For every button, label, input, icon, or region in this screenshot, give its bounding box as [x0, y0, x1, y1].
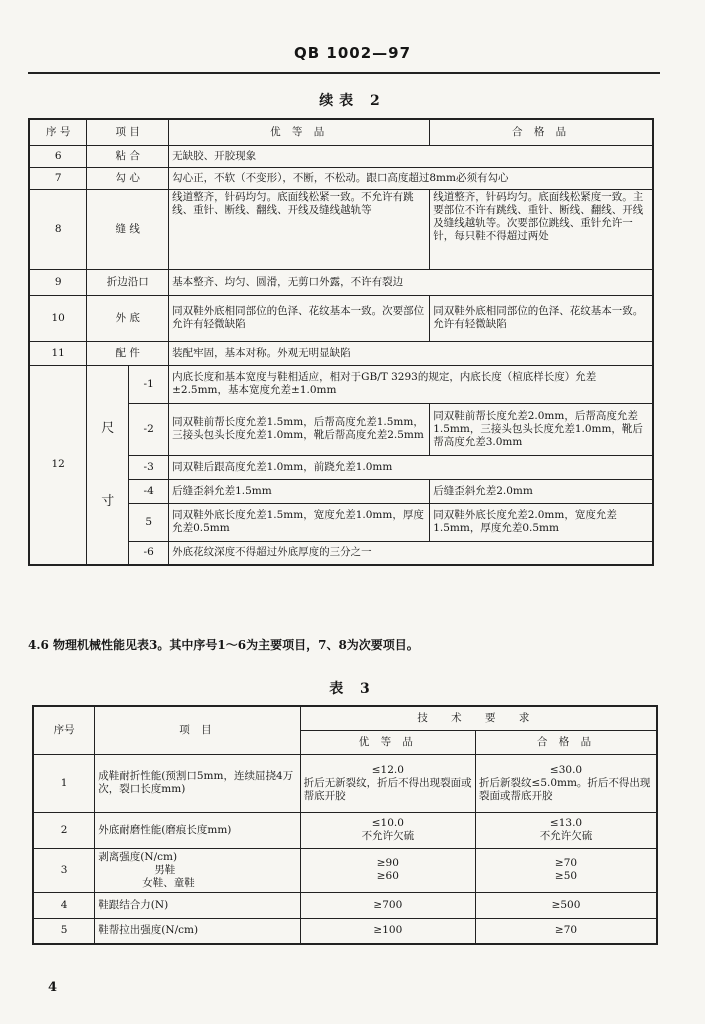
- row-seq: 5: [33, 918, 95, 944]
- sub-qualified: 同双鞋前帮长度允差2.0mm，后帮高度允差1.5mm，三接头包头长度允差1.0mm，靴后帮高度允差3.0mm: [430, 403, 653, 455]
- row-superior: [300, 812, 475, 848]
- row-superior: [300, 754, 475, 812]
- sub-superior: 同双鞋前帮长度允差1.5mm，后帮高度允差1.5mm，三接头包头长度允差1.0mm，靴后帮高度允差2.5mm: [169, 403, 430, 455]
- header-seq: 序 号: [29, 119, 87, 145]
- row-qualified: [476, 848, 657, 892]
- sub-requirement: 内底长度和基本宽度与鞋相适应，相对于GB/T 3293的规定，内底长度（楦底样长度）允差±2.5mm，基本宽度允差±1.0mm: [169, 365, 653, 403]
- table3: [32, 705, 658, 945]
- table2-header-row: [29, 119, 653, 145]
- superior-female: ≥60: [376, 870, 399, 882]
- table-row: [33, 754, 657, 812]
- header-qualified: 合 格 品: [430, 119, 653, 145]
- row-seq: 6: [29, 145, 87, 167]
- row-requirement: 装配牢固，基本对称。外观无明显缺陷: [169, 341, 653, 365]
- header-item: 项 目: [95, 706, 300, 754]
- row-qualified: [476, 812, 657, 848]
- item-male: 男鞋: [154, 863, 176, 876]
- table-row: [29, 145, 653, 167]
- section-paragraph: 4.6 物理机械性能见表3。其中序号1～6为主要项目，7、8为次要项目。: [28, 638, 419, 652]
- table-row: [33, 918, 657, 944]
- sub-no: -2: [129, 403, 169, 455]
- row-superior: 同双鞋外底相同部位的色泽、花纹基本一致。次要部位允许有轻微缺陷: [169, 295, 430, 341]
- row-superior: ≥100: [300, 918, 475, 944]
- row-item: 外 底: [87, 295, 169, 341]
- table-row: [29, 269, 653, 295]
- table-row: [33, 848, 657, 892]
- superior-value: ≤10.0: [371, 817, 404, 829]
- header-seq: 序号: [33, 706, 95, 754]
- table-row: [33, 812, 657, 848]
- row-superior: [300, 848, 475, 892]
- row-item: [95, 848, 300, 892]
- standard-code: QB 1002—97: [293, 44, 412, 62]
- sub-no: -3: [129, 455, 169, 479]
- row-seq: 4: [33, 892, 95, 918]
- row-seq: 12: [29, 365, 87, 565]
- sub-superior: 后缝歪斜允差1.5mm: [169, 479, 430, 503]
- row-seq: 11: [29, 341, 87, 365]
- table2: [28, 118, 654, 566]
- header-qualified: 合 格 品: [476, 730, 657, 754]
- sub-requirement: 同双鞋后跟高度允差1.0mm，前跷允差1.0mm: [169, 455, 653, 479]
- row-item: 粘 合: [87, 145, 169, 167]
- row-item: 配 件: [87, 341, 169, 365]
- header-superior: 优 等 品: [300, 730, 475, 754]
- row-seq: 10: [29, 295, 87, 341]
- header-item: 项 目: [87, 119, 169, 145]
- row-item: 成鞋耐折性能(预割口5mm，连续屈挠4万次，裂口长度mm): [95, 754, 300, 812]
- superior-value: ≤12.0: [371, 763, 404, 776]
- row-item: 鞋跟结合力(N): [95, 892, 300, 918]
- size-label-bottom: 寸: [101, 493, 115, 509]
- qualified-value: ≤13.0: [549, 817, 583, 829]
- row-seq: 9: [29, 269, 87, 295]
- superior-note: 不允许欠硫: [361, 830, 415, 842]
- header-tech: 技 术 要 求: [300, 706, 657, 730]
- item-title: 剥离强度(N/cm): [98, 850, 178, 863]
- superior-male: ≥90: [376, 857, 399, 869]
- sub-no: -4: [129, 479, 169, 503]
- size-label-top: 尺: [101, 420, 115, 436]
- table-row: [29, 341, 653, 365]
- table3-header-row: [33, 706, 657, 730]
- sub-qualified: 后缝歪斜允差2.0mm: [430, 479, 653, 503]
- qualified-note: 不允许欠硫: [539, 830, 593, 842]
- row-item: 折边沿口: [87, 269, 169, 295]
- row-item-size: [87, 365, 129, 565]
- row-seq: 3: [33, 848, 95, 892]
- row-qualified: ≥500: [476, 892, 657, 918]
- row-qualified: 线道整齐，针码均匀。底面线松紧度一致。主要部位不许有跳线、重针、断线、翻线、开线及缝线越轨等。次要部位跳线、重针允许一针，每只鞋不得超过两处: [430, 189, 653, 269]
- header-rule: [28, 72, 660, 74]
- qualified-female: ≥50: [554, 870, 578, 882]
- table-row: [29, 365, 653, 403]
- row-requirement: 勾心正，不软（不变形），不断，不松动。跟口高度超过8mm必须有勾心: [169, 167, 653, 189]
- qualified-value: ≤30.0: [549, 763, 583, 776]
- row-seq: 8: [29, 189, 87, 269]
- table-row: [29, 189, 653, 269]
- row-item: 勾 心: [87, 167, 169, 189]
- row-seq: 2: [33, 812, 95, 848]
- table-row: [29, 295, 653, 341]
- qualified-male: ≥70: [554, 857, 578, 869]
- qualified-note: 折后新裂纹≤5.0mm。折后不得出现裂面或帮底开胶: [479, 776, 651, 802]
- row-seq: 7: [29, 167, 87, 189]
- superior-note: 折后无新裂纹，折后不得出现裂面或帮底开胶: [303, 776, 472, 802]
- row-requirement: 无缺胶、开胶现象: [169, 145, 653, 167]
- row-superior: 线道整齐，针码均匀。底面线松紧一致。不允许有跳线、重针、断线、翻线、开线及缝线越轨等: [169, 189, 430, 269]
- row-item: 缝 线: [87, 189, 169, 269]
- row-qualified: [476, 754, 657, 812]
- row-qualified: ≥70: [476, 918, 657, 944]
- row-requirement: 基本整齐、均匀、圆滑，无剪口外露，不许有裂边: [169, 269, 653, 295]
- item-female: 女鞋、童鞋: [142, 876, 195, 889]
- row-item: 外底耐磨性能(磨痕长度mm): [95, 812, 300, 848]
- sub-no: -6: [129, 541, 169, 565]
- page-number: 4: [48, 980, 58, 995]
- row-seq: 1: [33, 754, 95, 812]
- sub-requirement: 外底花纹深度不得超过外底厚度的三分之一: [169, 541, 653, 565]
- sub-superior: 同双鞋外底长度允差1.5mm，宽度允差1.0mm，厚度允差0.5mm: [169, 503, 430, 541]
- sub-no: 5: [129, 503, 169, 541]
- sub-qualified: 同双鞋外底长度允差2.0mm，宽度允差1.5mm，厚度允差0.5mm: [430, 503, 653, 541]
- header-superior: 优 等 品: [169, 119, 430, 145]
- row-superior: ≥700: [300, 892, 475, 918]
- table-row: [29, 167, 653, 189]
- sub-no: -1: [129, 365, 169, 403]
- table-row: [33, 892, 657, 918]
- row-qualified: 同双鞋外底相同部位的色泽、花纹基本一致。允许有轻微缺陷: [430, 295, 653, 341]
- table2-caption: 续表 2: [319, 93, 386, 109]
- row-item: 鞋帮拉出强度(N/cm): [95, 918, 300, 944]
- table3-caption: 表 3: [329, 681, 376, 697]
